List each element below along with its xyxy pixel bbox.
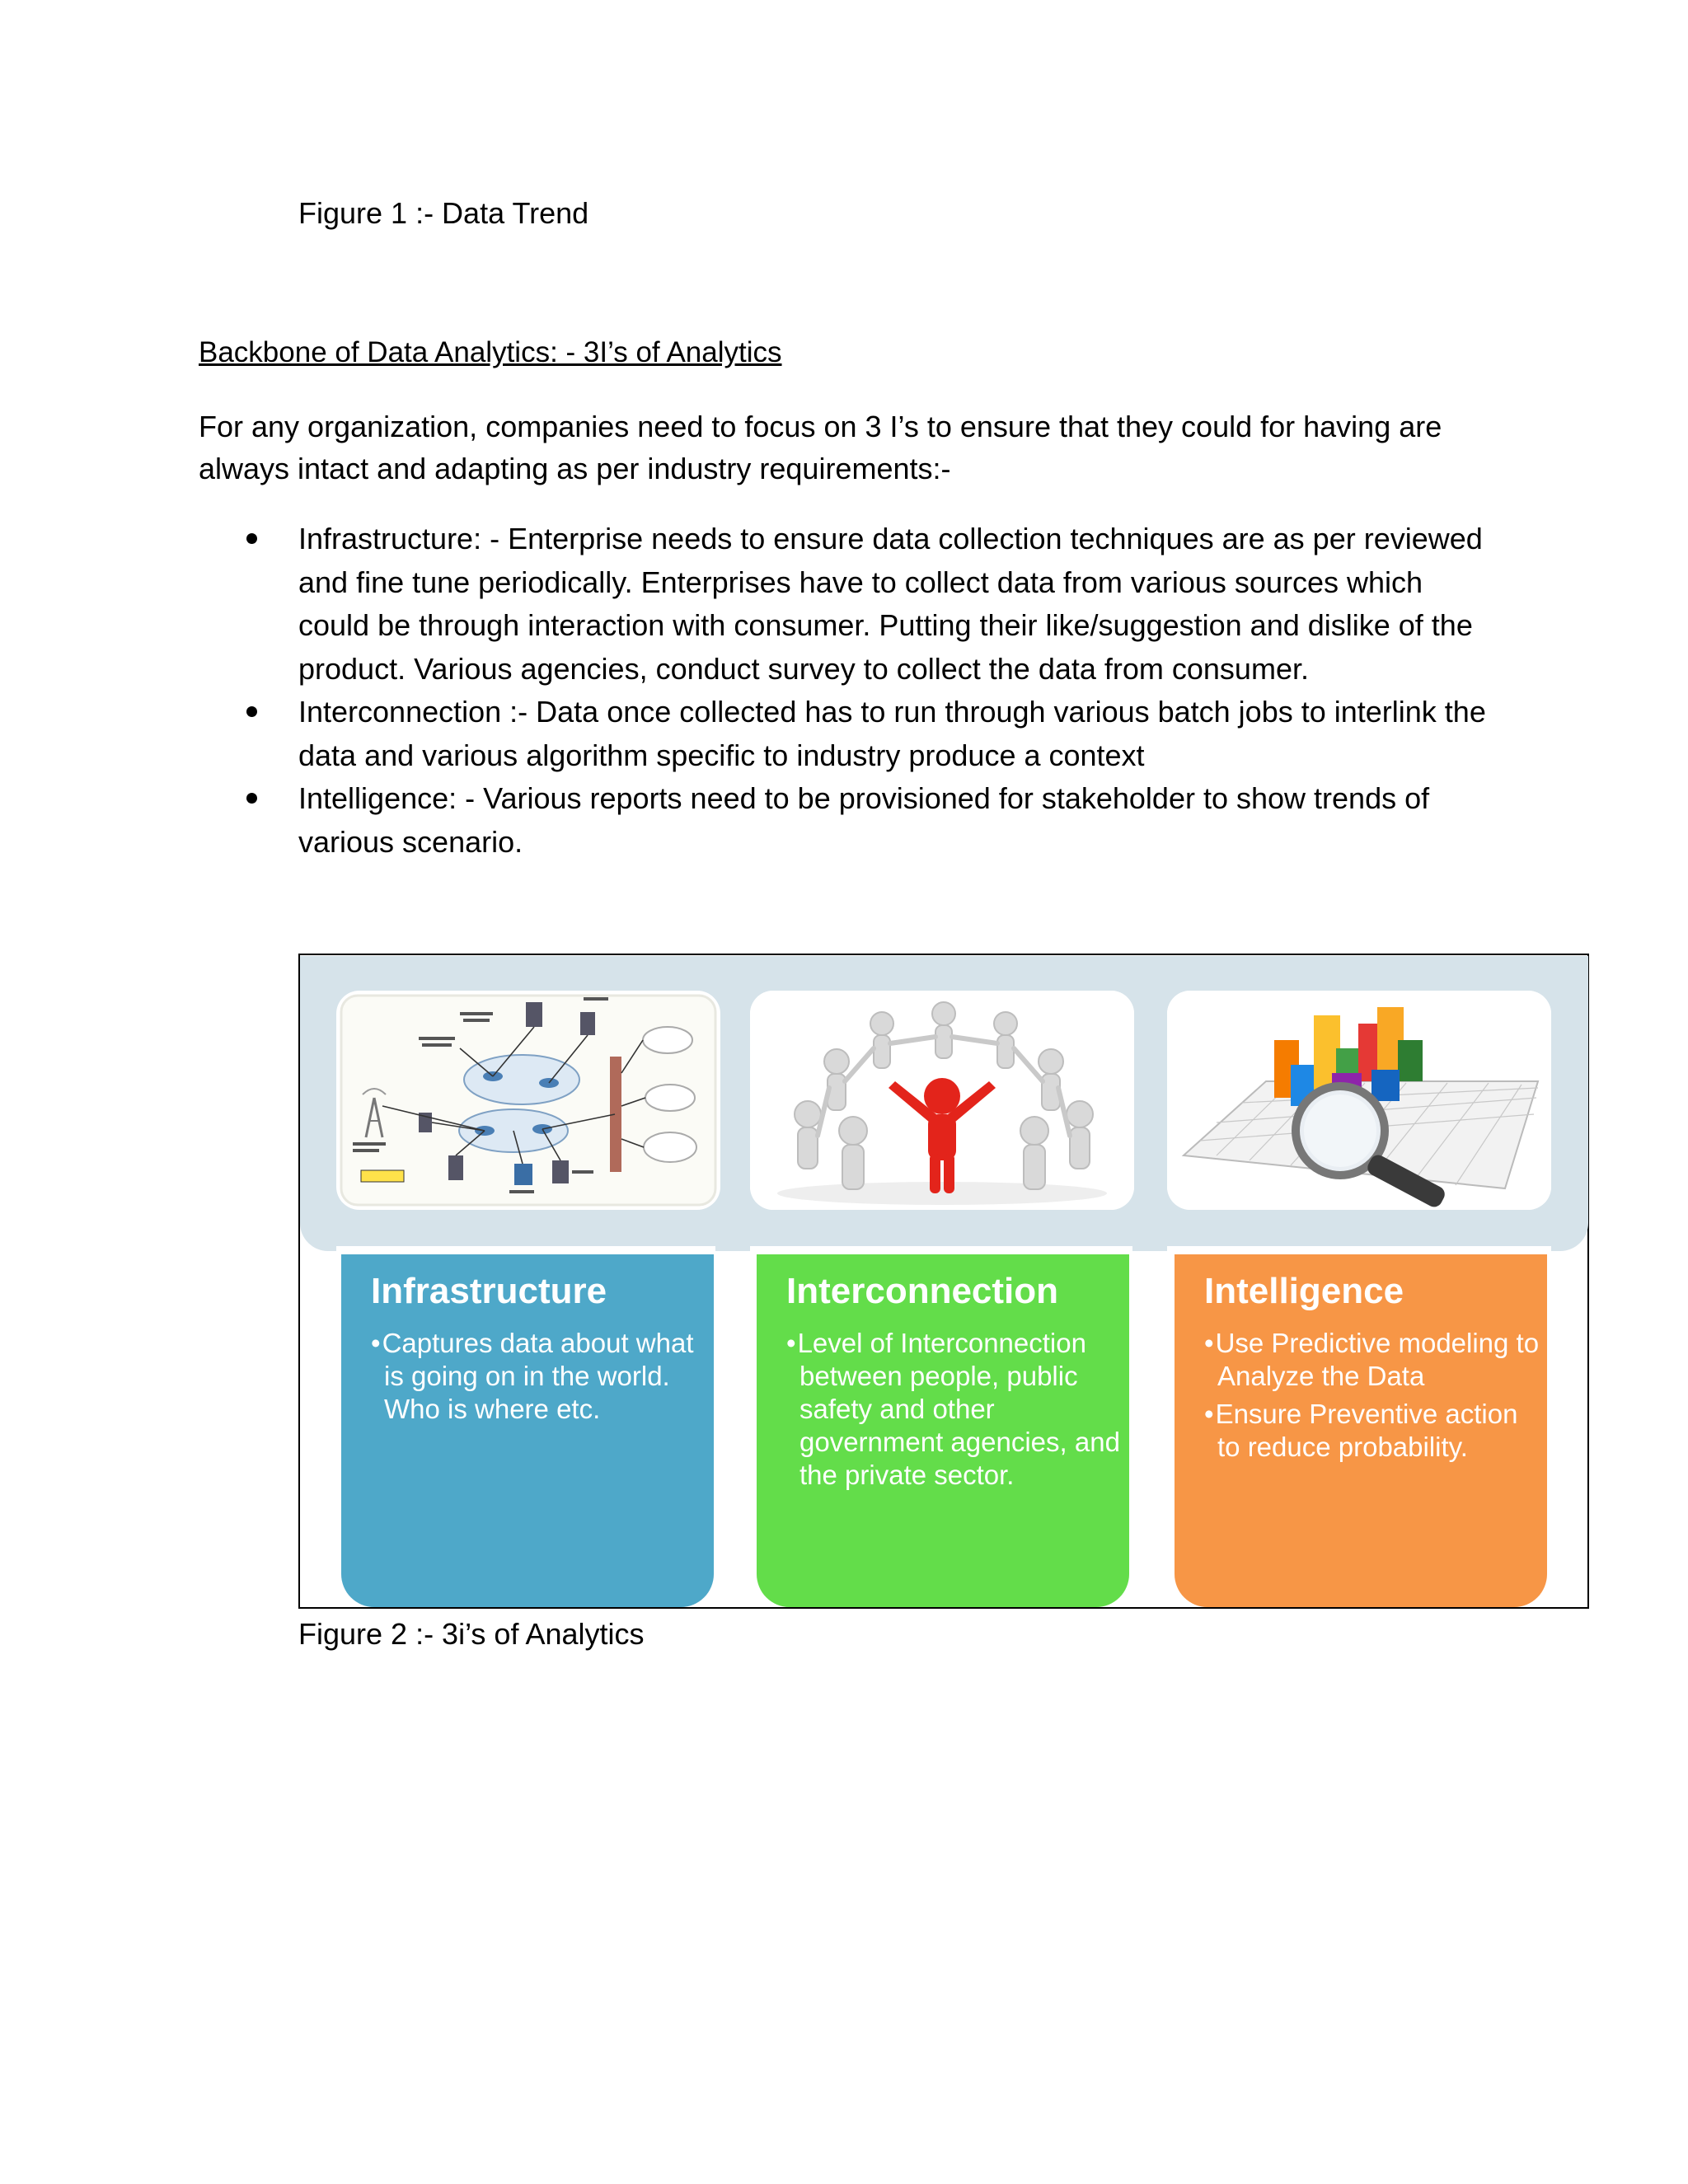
list-item: [199, 777, 1493, 864]
card-point: •Level of Interconnection between people, public safety and other government agencies, and the private sector.: [786, 1328, 1120, 1490]
bullet-text: Interconnection :- Data once collected has to run through various batch jobs to interlink the data and various algorithm specific to industry produce a context: [298, 695, 1486, 772]
intelligence-card: [1175, 1254, 1547, 1607]
people-circle-icon: [750, 991, 1134, 1210]
list-item: [199, 691, 1493, 777]
card-point: •Ensure Preventive action to reduce probability.: [1204, 1399, 1518, 1462]
bullet-icon: [246, 793, 257, 804]
network-diagram-icon: [336, 991, 720, 1210]
divider: [336, 1246, 715, 1254]
bullet-text: Infrastructure: - Enterprise needs to ensure data collection techniques are as per reviewed and fine tune periodically. Enterprises have to collect data from various sources which could be through interaction with consumer. Putting their like/suggestion and dislike of the product. Various agencies, conduct survey to collect the data from consumer.: [298, 522, 1483, 686]
network-diagram-image: [336, 991, 720, 1210]
bullet-icon: [246, 706, 257, 717]
figure1-caption: Figure 1 :- Data Trend: [298, 196, 589, 230]
card-title: Infrastructure: [371, 1271, 607, 1311]
analytics-image: [1167, 991, 1551, 1210]
bullet-text: Intelligence: - Various reports need to be provisioned for stakeholder to show trends of various scenario.: [298, 781, 1430, 859]
figure2-caption: Figure 2 :- 3i’s of Analytics: [298, 1617, 645, 1651]
infrastructure-card: [341, 1254, 714, 1607]
bullet-icon: [246, 533, 257, 544]
divider: [1167, 1246, 1551, 1254]
intro-paragraph: For any organization, companies need to focus on 3 I’s to ensure that they could for having are always intact and adapting as per industry requirements:-: [199, 410, 1442, 485]
list-item: [199, 518, 1493, 691]
divider: [750, 1246, 1132, 1254]
card-point: •Captures data about what is going on in the world. Who is where etc.: [371, 1328, 694, 1424]
bullet-list: [199, 518, 1493, 864]
card-title: Intelligence: [1204, 1271, 1404, 1311]
people-circle-image: [750, 991, 1134, 1210]
section-heading: Backbone of Data Analytics: - 3I’s of Analytics: [199, 336, 782, 368]
interconnection-card: [757, 1254, 1129, 1607]
analytics-magnifier-icon: [1167, 991, 1551, 1210]
card-title: Interconnection: [786, 1271, 1059, 1311]
card-point: •Use Predictive modeling to Analyze the Data: [1204, 1328, 1540, 1391]
